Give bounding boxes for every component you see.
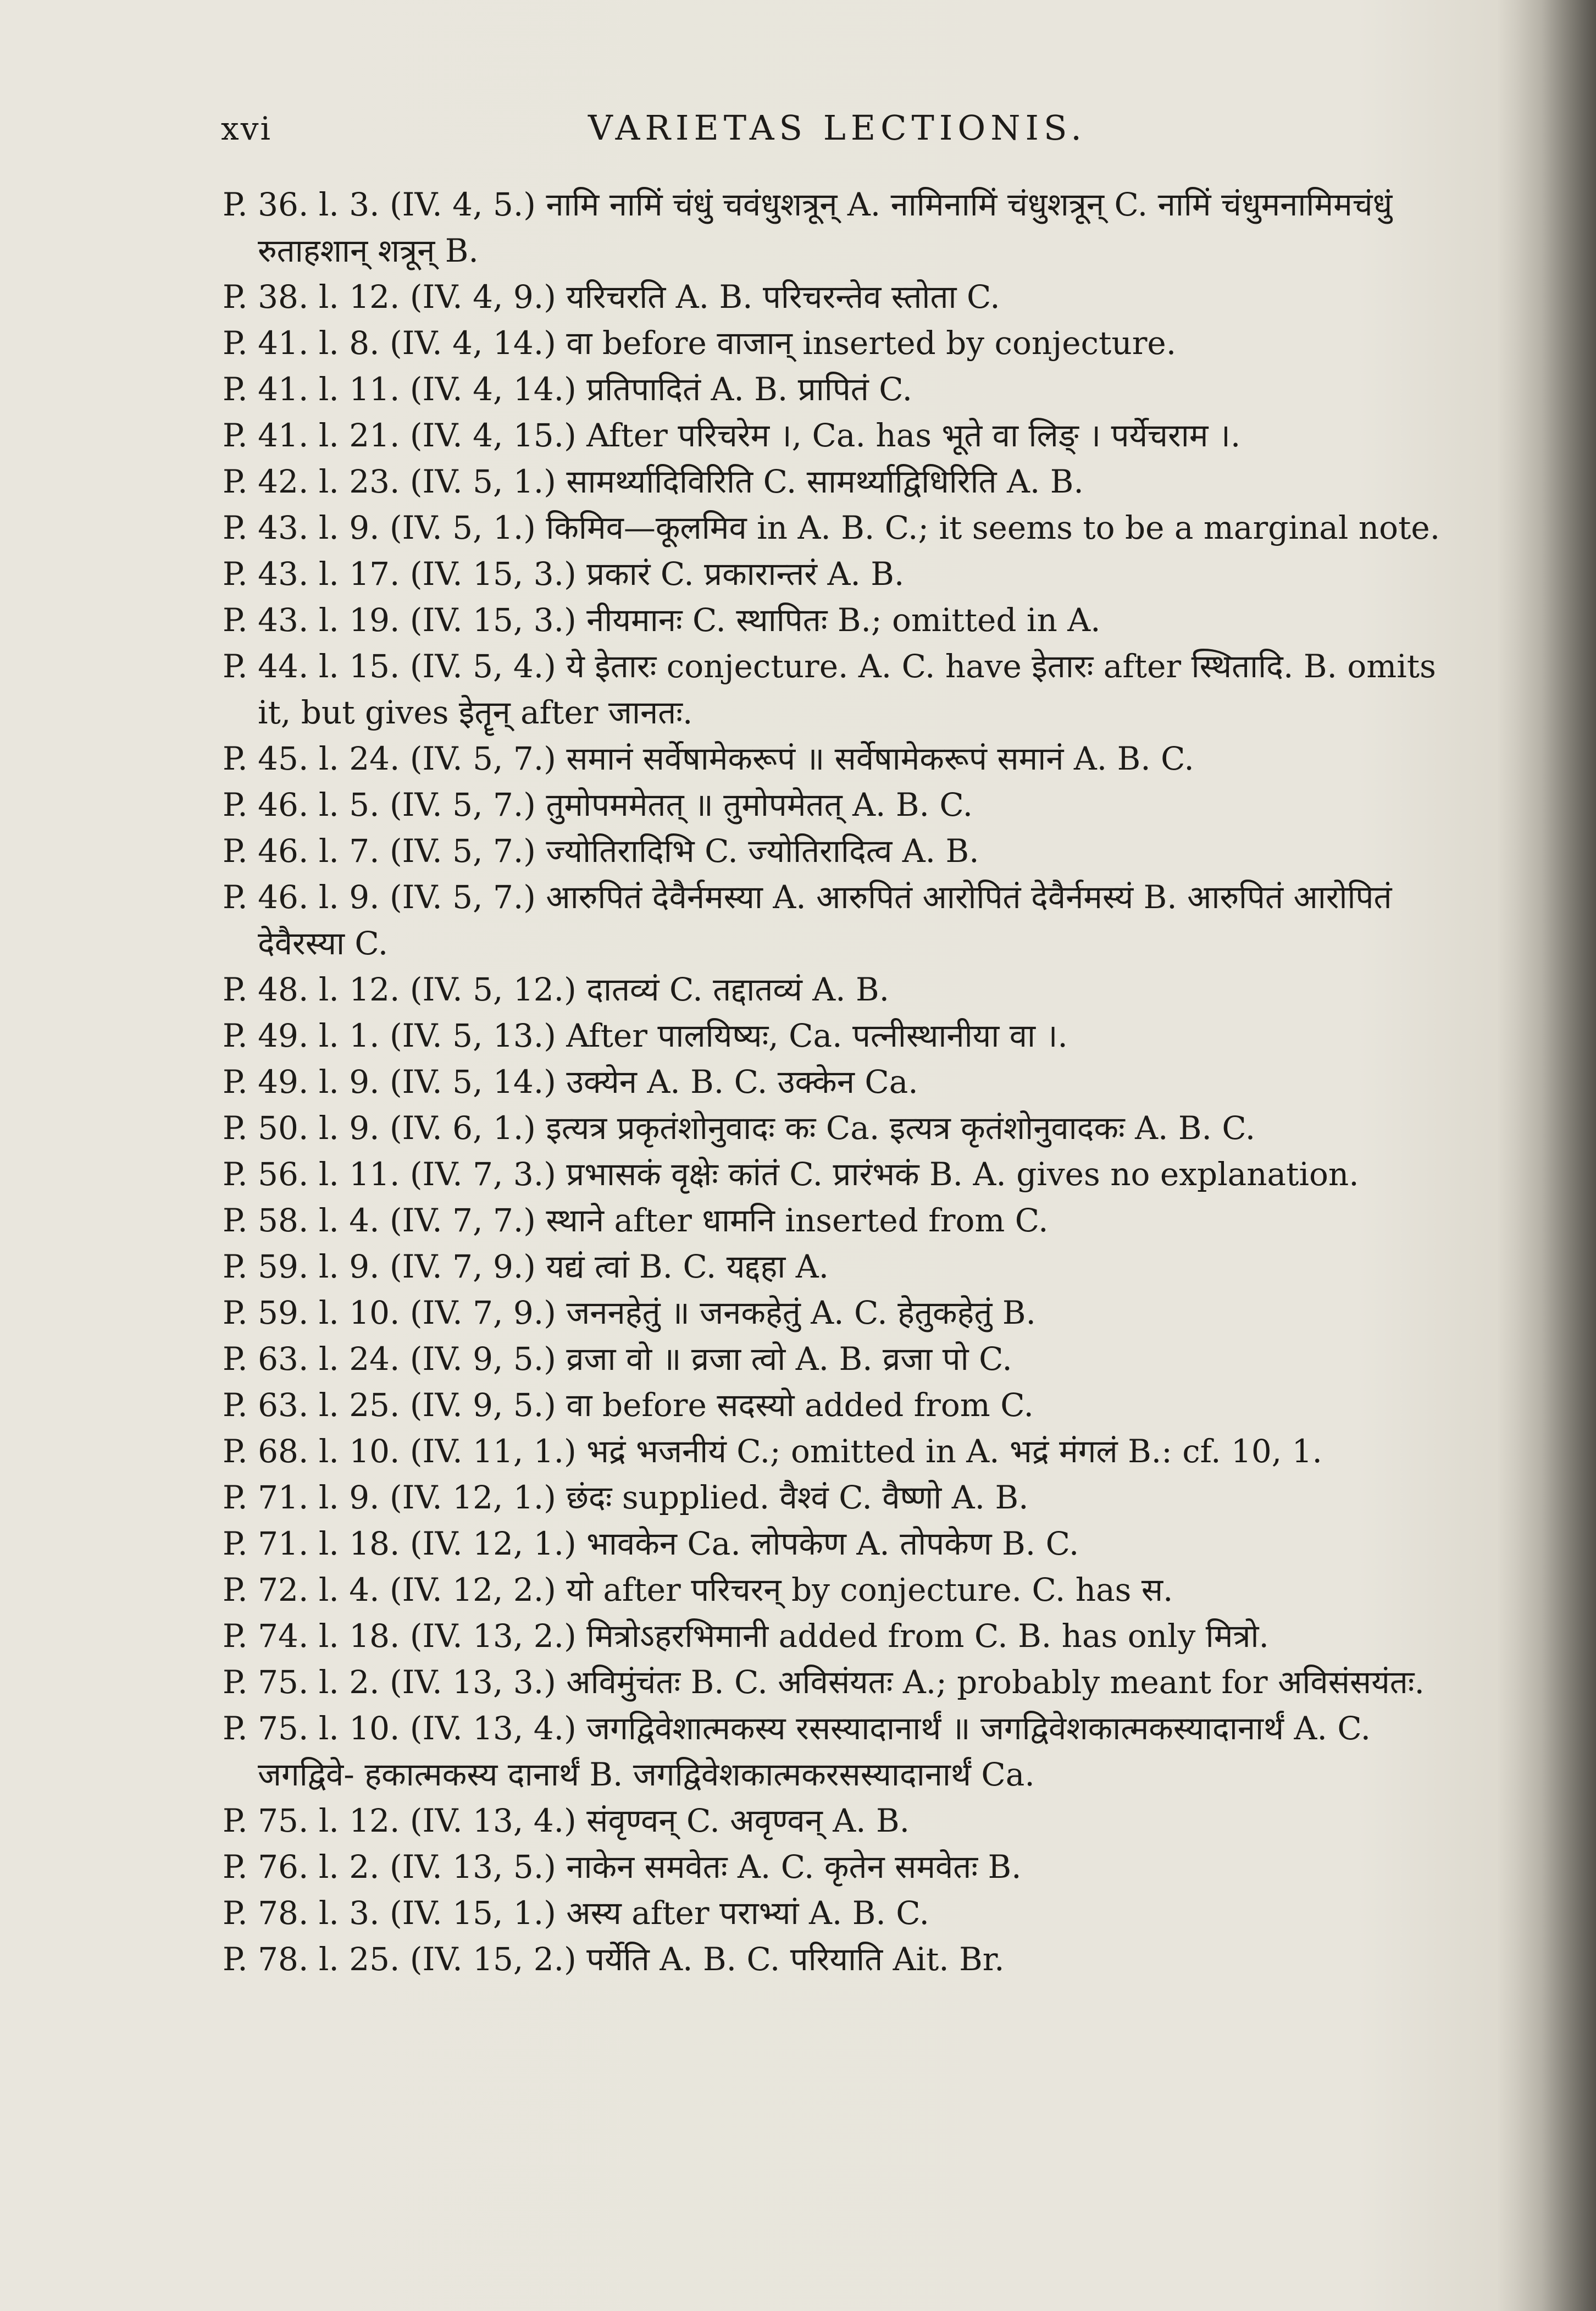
variant-entry: P. 75. l. 12. (IV. 13, 4.) संवृण्वन् C. अवृण्वन् A. B. <box>223 1802 910 1839</box>
variant-entry: P. 59. l. 10. (IV. 7, 9.) जननहेतुं ॥ जनकहेतुं A. C. हेतुकहेतुं B. <box>223 1294 1036 1331</box>
variant-entry: P. 41. l. 11. (IV. 4, 14.) प्रतिपादितं A. B. प्रापितं C. <box>223 371 913 408</box>
variant-entry: P. 78. l. 25. (IV. 15, 2.) पर्येति A. B. C. परियाति Ait. Br. <box>223 1940 1005 1978</box>
page-number: xvi <box>221 110 273 147</box>
variant-entry: P. 72. l. 4. (IV. 12, 2.) यो after परिचरन् by conjecture. C. has स. <box>223 1571 1173 1608</box>
variant-entry: P. 43. l. 19. (IV. 15, 3.) नीयमानः C. स्थापितः B.; omitted in A. <box>223 601 1101 639</box>
variant-entry: P. 68. l. 10. (IV. 11, 1.) भद्रं भजनीयं C.; omitted in A. भद्रं मंगलं B.: cf. 10, 1. <box>223 1433 1322 1470</box>
variant-entry: P. 71. l. 18. (IV. 12, 1.) भावकेन Ca. लोपकेण A. तोपकेण B. C. <box>223 1525 1079 1562</box>
variant-entry: P. 59. l. 9. (IV. 7, 9.) यद्यं त्वां B. C. यद्दहा A. <box>223 1248 829 1285</box>
variant-entry: P. 44. l. 15. (IV. 5, 4.) ये इेतारः conjecture. A. C. have इेतारः after स्थितादि. B. omits it, but gives इेतॄन् after जानतः. <box>223 648 1436 731</box>
variant-readings-list <box>223 181 1465 1982</box>
variant-entry: P. 41. l. 8. (IV. 4, 14.) वा before वाजान् inserted by conjecture. <box>223 324 1177 362</box>
variant-entry: P. 46. l. 9. (IV. 5, 7.) आरुपितं देवैर्नमस्या A. आरुपितं आरोपितं देवैर्नमस्यं B. आरुपितं आरोपितं देवैरस्या C. <box>223 878 1392 962</box>
variant-entry: P. 38. l. 12. (IV. 4, 9.) यरिचरति A. B. परिचरन्तेव स्तोता C. <box>223 278 1000 316</box>
variant-entry: P. 36. l. 3. (IV. 4, 5.) नामि नामिं चंधुं चवंधुशत्रून् A. नामिनामिं चंधुशत्रून् C. नामिं चंधुमनामिमचंधुं रुताहशान् शत्रून् B. <box>223 186 1393 269</box>
variant-entry: P. 75. l. 10. (IV. 13, 4.) जगद्विवेशात्मकस्य रसस्यादानार्थं ॥ जगद्विवेशकात्मकस्यादानार्थं A. C. जगद्विवे- हकात्मकस्य दानार्थं B. जगद्विवेशकात्मकरसस्यादानार्थं Ca. <box>223 1710 1371 1793</box>
variant-entry: P. 43. l. 9. (IV. 5, 1.) किमिव—कूलमिव in A. B. C.; it seems to be a marginal note. <box>223 509 1440 546</box>
variant-entry: P. 42. l. 23. (IV. 5, 1.) सामर्थ्यादिविरिति C. सामर्थ्याद्विधिरिति A. B. <box>223 463 1084 500</box>
variant-entry: P. 41. l. 21. (IV. 4, 15.) After परिचरेम ।, Ca. has भूते वा लिङ् । पर्येचराम ।. <box>223 417 1241 454</box>
variant-entry: P. 56. l. 11. (IV. 7, 3.) प्रभासकं वृक्षेः कांतं C. प्रारंभकं B. A. gives no explanation. <box>223 1155 1359 1193</box>
variant-entry: P. 74. l. 18. (IV. 13, 2.) मित्रोऽहरभिमानी added from C. B. has only मित्रो. <box>223 1617 1269 1655</box>
variant-entry: P. 49. l. 1. (IV. 5, 13.) After पालयिष्यः, Ca. पत्नीस्थानीया वा ।. <box>223 1017 1068 1054</box>
variant-entry: P. 71. l. 9. (IV. 12, 1.) छंदः supplied. वैश्वं C. वैष्णो A. B. <box>223 1479 1029 1516</box>
variant-entry: P. 50. l. 9. (IV. 6, 1.) इत्यत्र प्रकृतंशोनुवादः कः Ca. इत्यत्र कृतंशोनुवादकः A. B. C. <box>223 1109 1256 1147</box>
variant-entry: P. 75. l. 2. (IV. 13, 3.) अविमुंचंतः B. C. अविसंयतः A.; probably meant for अविसंसयंतः. <box>223 1663 1425 1701</box>
variant-entry: P. 63. l. 25. (IV. 9, 5.) वा before सदस्यो added from C. <box>223 1386 1034 1424</box>
variant-entry: P. 45. l. 24. (IV. 5, 7.) समानं सर्वेषामेकरूपं ॥ सर्वेषामेकरूपं समानं A. B. C. <box>223 740 1194 777</box>
variant-entry: P. 49. l. 9. (IV. 5, 14.) उक्येन A. B. C. उक्केन Ca. <box>223 1063 918 1101</box>
variant-entry: P. 58. l. 4. (IV. 7, 7.) स्थाने after धामनि inserted from C. <box>223 1202 1049 1239</box>
variant-entry: P. 63. l. 24. (IV. 9, 5.) व्रजा वो ॥ व्रजा त्वो A. B. व्रजा पो C. <box>223 1340 1012 1378</box>
page-binding-shadow <box>1497 0 1596 2311</box>
running-title: VARIETAS LECTIONIS. <box>588 108 1087 148</box>
variant-entry: P. 46. l. 5. (IV. 5, 7.) तुमोपममेतत् ॥ तुमोपमेतत् A. B. C. <box>223 786 973 823</box>
variant-entry: P. 46. l. 7. (IV. 5, 7.) ज्योतिरादिभि C. ज्योतिरादित्व A. B. <box>223 832 979 870</box>
variant-entry: P. 43. l. 17. (IV. 15, 3.) प्रकारं C. प्रकारान्तरं A. B. <box>223 555 905 593</box>
variant-entry: P. 76. l. 2. (IV. 13, 5.) नाकेन समवेतः A. C. कृतेन समवेतः B. <box>223 1848 1022 1886</box>
variant-entry: P. 48. l. 12. (IV. 5, 12.) दातव्यं C. तद्दातव्यं A. B. <box>223 971 890 1008</box>
variant-entry: P. 78. l. 3. (IV. 15, 1.) अस्य after पराभ्यां A. B. C. <box>223 1894 929 1932</box>
